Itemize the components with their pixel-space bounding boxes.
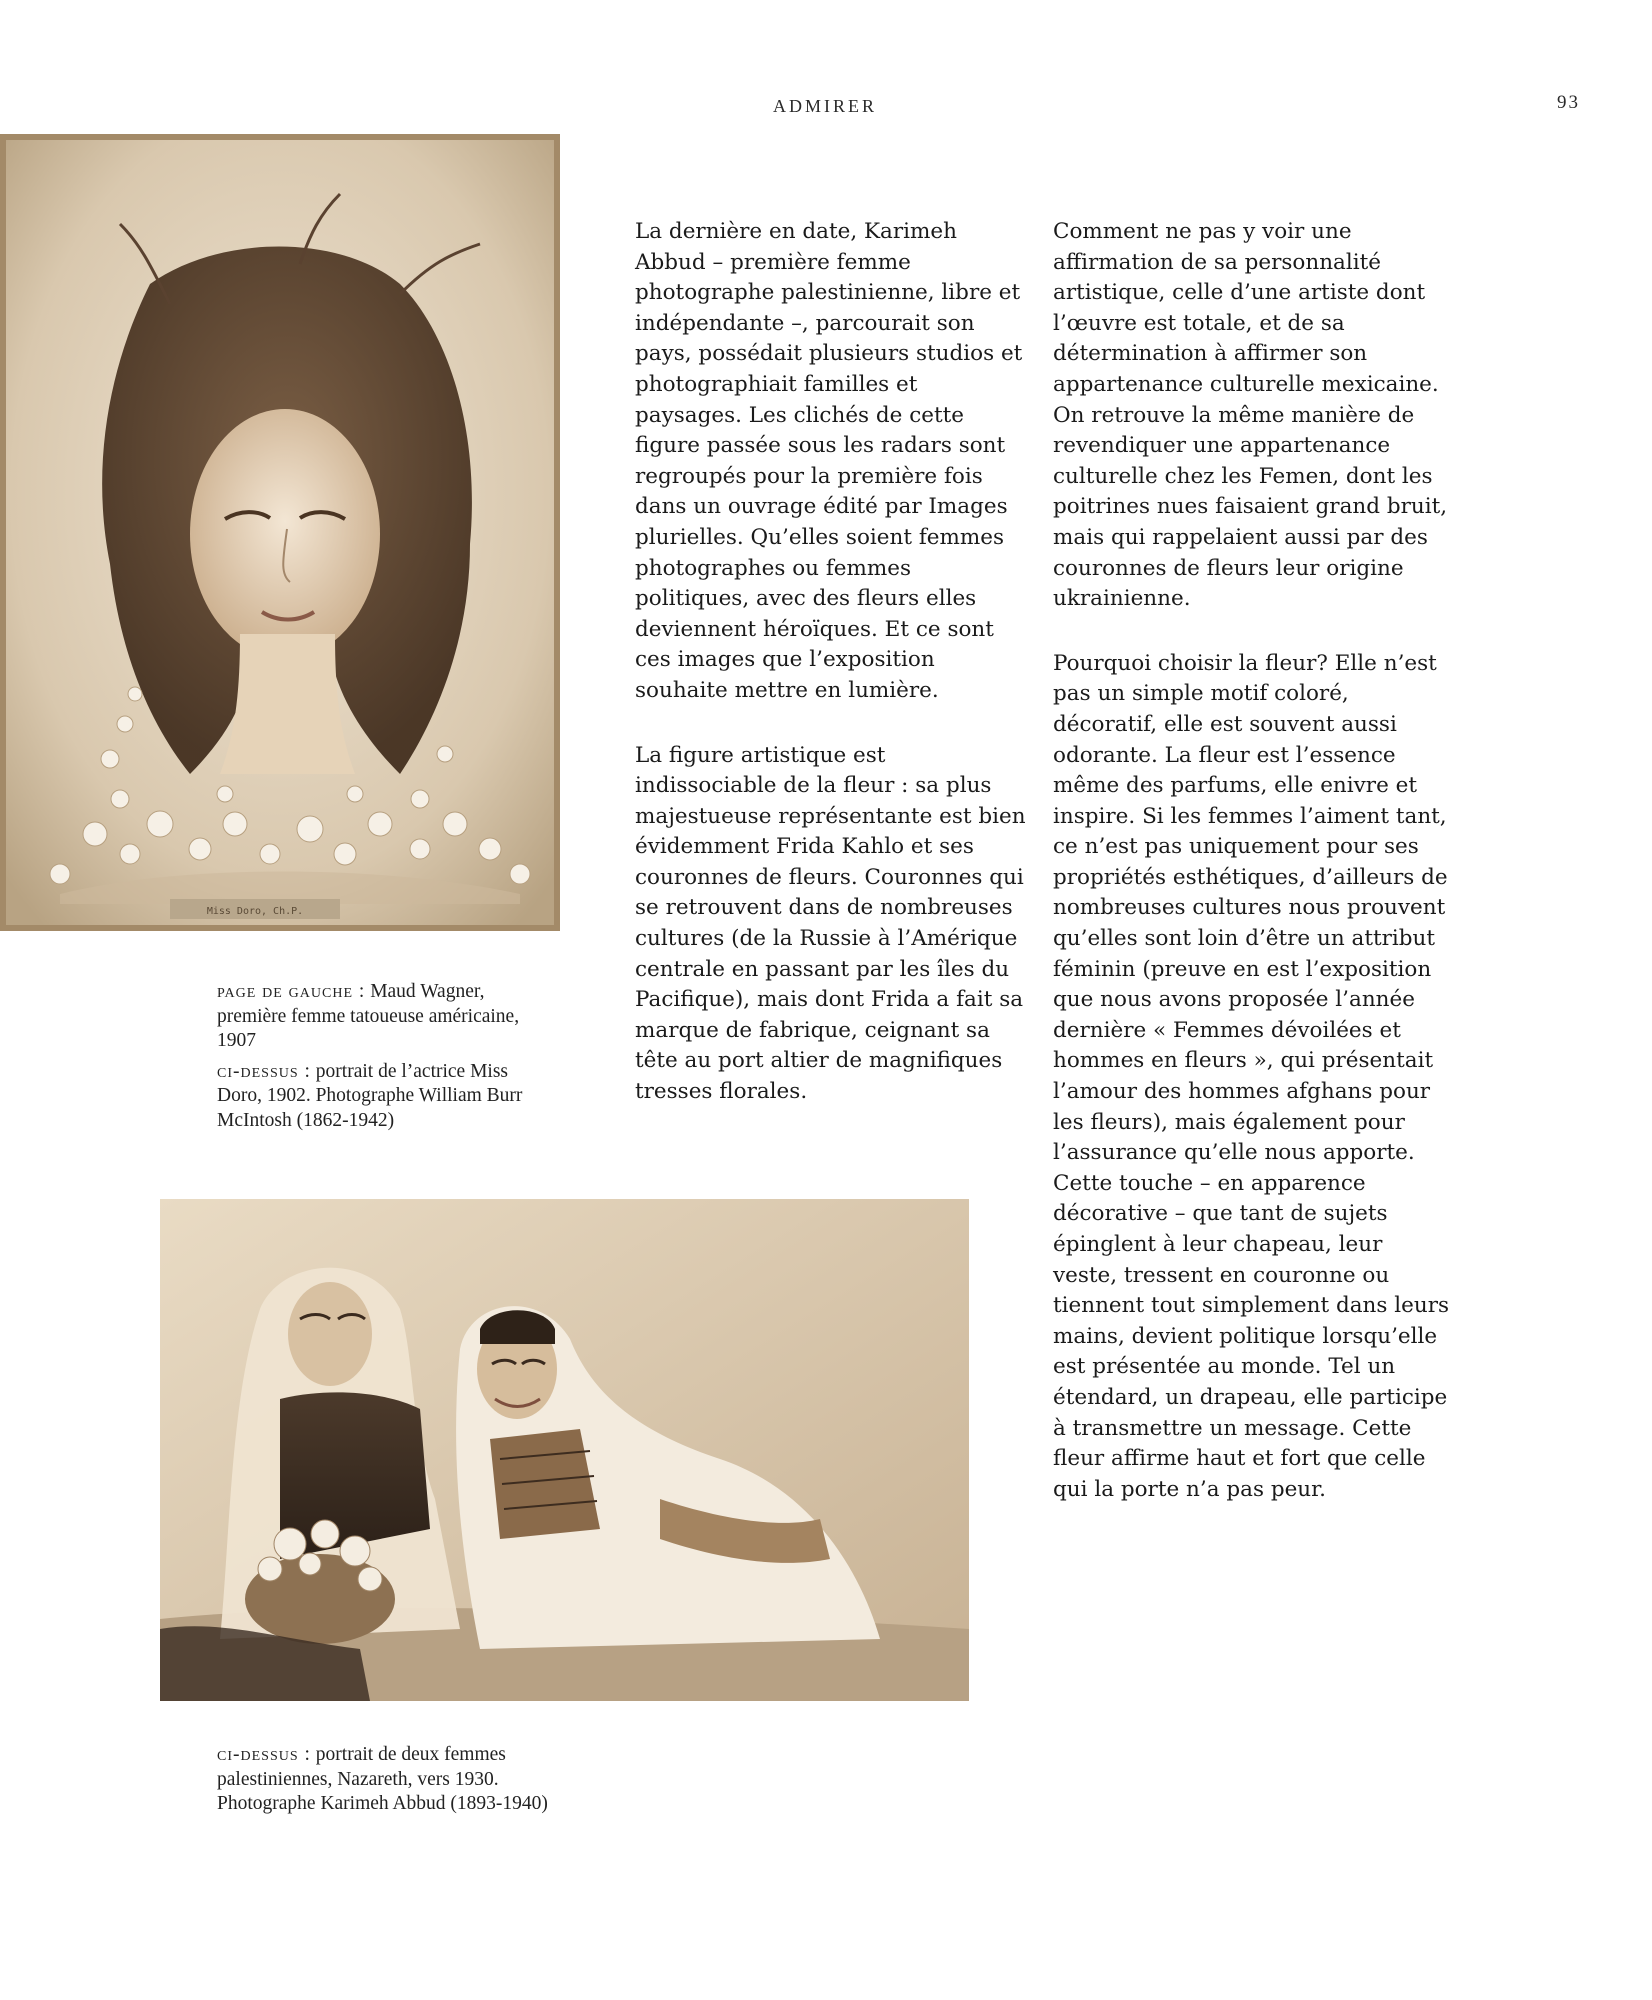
paragraph: Pourquoi choisir la fleur? Elle n’est pas un simple motif coloré, décoratif, elle est souvent aussi odorante. La fleur est l’essence même des parfums, elle enivre et inspire. Si les femmes l’aiment tant, ce n’est pas uniquement pour ses propriétés esthétiques, d’ailleurs de nombreuses cultures nous prouvent qu’elles sont loin d’être un attribut féminin (preuve en est l’exposition que nous avons proposée l’année dernière « Femmes dévoilées et hommes en fleurs », qui présentait l’amour des hommes afghans pour les fleurs), mais également pour l’assurance qu’elle nous apporte. Cette touche – en apparence décorative – que tant de sujets épinglent à leur chapeau, leur veste, tressent en couronne ou tiennent tout simplement dans leurs mains, devient politique lorsqu’elle est présentée au monde. Tel un étendard, un drapeau, elle participe à transmettre un message. Cette fleur affirme haut et fort que celle qui la porte n’a pas peur. [1053, 650, 1450, 1502]
photo-miss-doro-image [0, 134, 560, 931]
caption-bottom-1 [217, 1743, 577, 1817]
paragraph: La dernière en date, Karimeh Abbud – première femme photographe palestinienne, libre et indépendante –, parcourait son pays, possédait plusieurs studios et photographiait familles et paysages. Les clichés de cette figure passée sous les radars sont regroupés pour la première fois dans un ouvrage édité par Images plurielles. Qu’elles soient femmes photographes ou femmes politiques, avec des fleurs elles deviennent héroïques. Et ce sont ces images que l’exposition souhaite mettre en lumière. [635, 219, 1023, 703]
body-column-middle [635, 217, 1030, 1142]
paragraph: Comment ne pas y voir une affirmation de sa personnalité artistique, celle d’une artiste dont l’œuvre est totale, et de sa détermination à affirmer son appartenance culturelle mexicaine. On retrouve la même manière de revendiquer une appartenance culturelle chez les Femen, dont les poitrines nues faisaient grand bruit, mais qui rappelaient aussi par des couronnes de fleurs leur origine ukrainienne. [1053, 219, 1448, 612]
photo-two-women-image [160, 1199, 969, 1701]
page-number: 93 [1557, 92, 1580, 113]
caption-lead: ci-dessus : [217, 1744, 311, 1765]
photo-miss-doro [0, 134, 560, 931]
caption-lead: ci-dessus : [217, 1060, 311, 1082]
photo-two-women [160, 1199, 969, 1701]
caption-top-1 [217, 980, 557, 1054]
caption-text: Maud Wagner, première femme tatoueuse américaine, 1907 [217, 981, 520, 1051]
caption-top-2 [217, 1060, 557, 1134]
caption-top [217, 980, 557, 1139]
paragraph: La figure artistique est indissociable de la fleur : sa plus majestueuse représentante est bien évidemment Frida Kahlo et ses couronnes de fleurs. Couronnes qui se retrouvent dans de nombreuses cultures (de la Russie à l’Amérique centrale en passant par les îles du Pacifique), mais dont Frida a fait sa marque de fabrique, ceignant sa tête au port altier de magnifiques tresses florales. [635, 742, 1026, 1105]
caption-bottom [217, 1743, 577, 1823]
photo-stamp: Miss Doro, Ch.P. [206, 906, 304, 917]
running-header: ADMIRER [772, 96, 877, 116]
caption-text: portrait de l’actrice Miss Doro, 1902. Photographe William Burr McIntosh (1862-1942) [217, 1060, 523, 1131]
body-column-right [1053, 217, 1453, 1539]
caption-text: portrait de deux femmes palestiniennes, Nazareth, vers 1930. Photographe Karimeh Abbud (1893-1940) [217, 1744, 548, 1814]
caption-lead: page de gauche : [217, 981, 366, 1002]
